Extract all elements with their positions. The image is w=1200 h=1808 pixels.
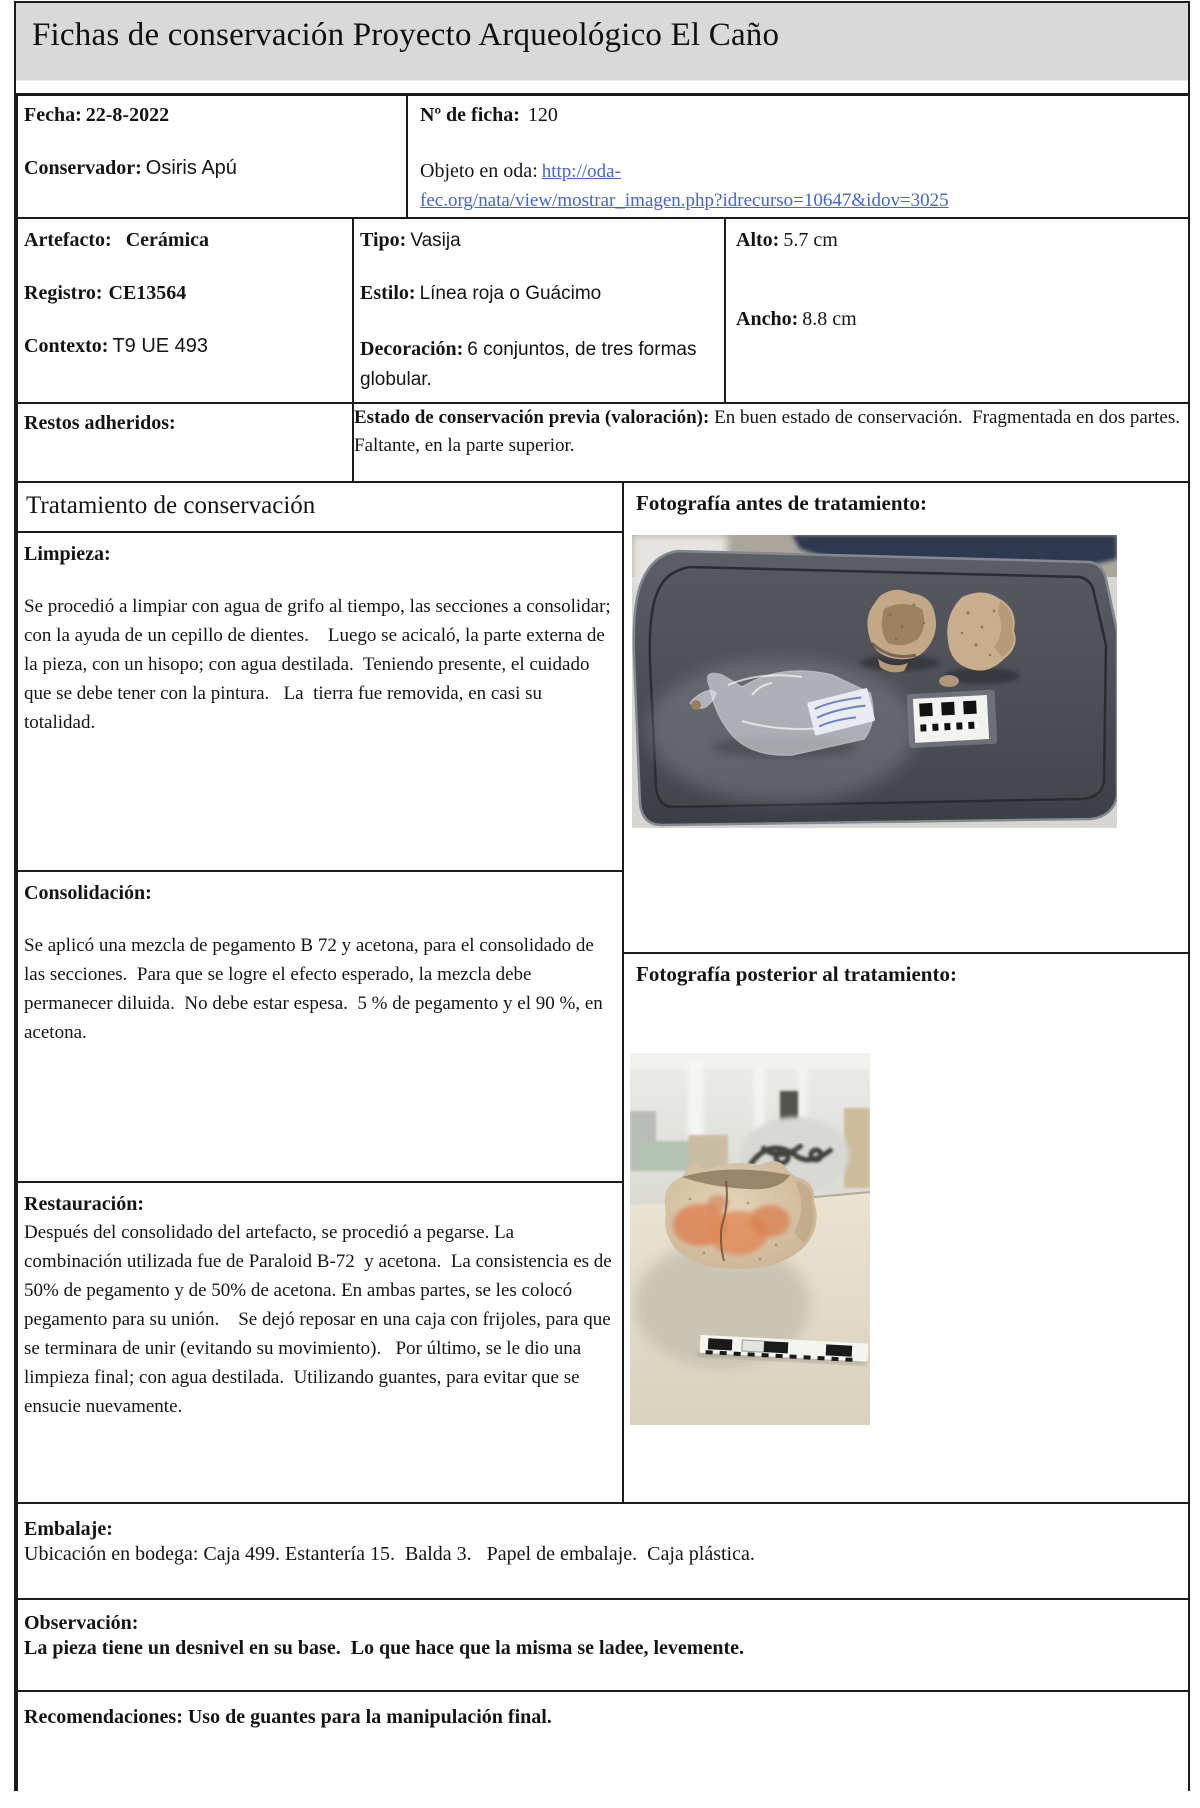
restos-label: Restos adheridos: bbox=[24, 412, 176, 434]
contexto-value: T9 UE 493 bbox=[112, 335, 209, 357]
decoracion-value: 6 conjuntos, de tres formas globular. bbox=[360, 339, 697, 390]
fecha-value: 22-8-2022 bbox=[85, 104, 170, 126]
artefacto-label: Artefacto: bbox=[24, 229, 112, 251]
cell-tratamiento-header bbox=[16, 481, 622, 531]
ancho-label: Ancho: bbox=[736, 308, 799, 330]
contexto-label: Contexto: bbox=[24, 335, 109, 357]
cell-consolidacion bbox=[16, 870, 622, 1181]
cell-dimensiones bbox=[724, 217, 1188, 402]
fecha-label: Fecha: bbox=[24, 104, 82, 126]
estilo-value: Línea roja o Guácimo bbox=[419, 283, 602, 304]
tipo-label: Tipo: bbox=[360, 229, 407, 251]
cell-estado-conservacion bbox=[352, 402, 1188, 481]
cell-fecha-conservador bbox=[16, 93, 406, 217]
conservador-label: Conservador: bbox=[24, 157, 142, 179]
limpieza-label: Limpieza: bbox=[24, 543, 111, 565]
photo-after bbox=[630, 1053, 870, 1425]
title-bar bbox=[16, 3, 1188, 93]
observacion-text: La pieza tiene un desnivel en su base. Lo que hace que la misma se ladee, levemente. bbox=[24, 1637, 744, 1659]
restauracion-text: Después del consolidado del artefacto, se procedió a pegarse. La combinación utilizada fue de Paraloid B-72 y acetona. La consistencia es de 50% de pegamento y de 50% de acetona. En ambas partes, se les colocó pegamento para su unión. Se dejó reposar en una caja con frijoles, para que se terminara de unir (evitando su movimiento). Por último, se le dio una limpieza final; con agua destilada. Utilizando guantes, para evitar que se ensucie nuevamente. bbox=[24, 1222, 617, 1417]
cell-embalaje bbox=[16, 1502, 1188, 1598]
cell-restos-adheridos bbox=[16, 402, 352, 481]
cell-ficha-objeto bbox=[406, 93, 1188, 217]
cell-limpieza bbox=[16, 531, 622, 870]
restauracion-label: Restauración: bbox=[24, 1193, 144, 1215]
cell-restauracion bbox=[16, 1181, 622, 1502]
estado-label: Estado de conservación previa (valoración): bbox=[354, 407, 710, 428]
objeto-label: Objeto en oda: bbox=[420, 160, 538, 182]
decoracion-label: Decoración: bbox=[360, 338, 464, 360]
cell-recomendaciones bbox=[16, 1690, 1188, 1791]
cell-observacion bbox=[16, 1598, 1188, 1690]
artefacto-value: Cerámica bbox=[125, 229, 210, 251]
consolidacion-text: Se aplicó una mezcla de pegamento B 72 y acetona, para el consolidado de las secciones. Para que se logre el efecto esperado, la mezcla debe permanecer diluida. No debe estar espesa. 5 % de pegamento y el 90 %, en acetona. bbox=[24, 935, 608, 1043]
cell-artefacto bbox=[16, 217, 352, 402]
ancho-value: 8.8 cm bbox=[802, 308, 857, 330]
alto-label: Alto: bbox=[736, 229, 780, 251]
embalaje-label: Embalaje: bbox=[24, 1518, 113, 1540]
page-title: Fichas de conservación Proyecto Arqueológico El Caño bbox=[32, 17, 780, 53]
registro-label: Registro: bbox=[24, 282, 103, 304]
limpieza-text: Se procedió a limpiar con agua de grifo al tiempo, las secciones a consolidar; con la ayuda de un cepillo de dientes. Luego se acicaló, la parte externa de la pieza, con un hisopo; con agua destilada. Teniendo presente, el cuidado que se debe tener con la pintura. La tierra fue removida, en casi su totalidad. bbox=[24, 596, 616, 733]
tratamiento-header: Tratamiento de conservación bbox=[26, 492, 316, 519]
tipo-value: Vasija bbox=[410, 230, 461, 251]
consolidacion-label: Consolidación: bbox=[24, 882, 152, 904]
ficha-label: Nº de ficha: bbox=[420, 104, 520, 126]
embalaje-text: Ubicación en bodega: Caja 499. Estantería 15. Balda 3. Papel de embalaje. Caja plástica. bbox=[24, 1543, 755, 1565]
conservador-value: Osiris Apú bbox=[145, 157, 237, 179]
estilo-label: Estilo: bbox=[360, 282, 416, 304]
cell-foto-posterior bbox=[622, 952, 1188, 1502]
foto-antes-label: Fotografía antes de tratamiento: bbox=[636, 491, 928, 515]
alto-value: 5.7 cm bbox=[783, 229, 838, 251]
recomendaciones-text: Recomendaciones: Uso de guantes para la manipulación final. bbox=[24, 1706, 552, 1728]
cell-tipo bbox=[352, 217, 724, 402]
cell-foto-antes bbox=[622, 481, 1188, 952]
observacion-label: Observación: bbox=[24, 1612, 139, 1634]
ficha-value: 120 bbox=[527, 104, 558, 126]
estado-value: En buen estado de conservación. Fragmentada en dos partes. Faltante, en la parte superior. bbox=[354, 407, 1190, 456]
objeto-oda-link[interactable]: http://oda- fec.org/nata/view/mostrar_imagen.php?idrecurso=10647&idov=3025 bbox=[420, 161, 949, 211]
foto-posterior-label: Fotografía posterior al tratamiento: bbox=[636, 962, 957, 986]
photo-before bbox=[632, 535, 1117, 828]
registro-value: CE13564 bbox=[108, 282, 187, 304]
